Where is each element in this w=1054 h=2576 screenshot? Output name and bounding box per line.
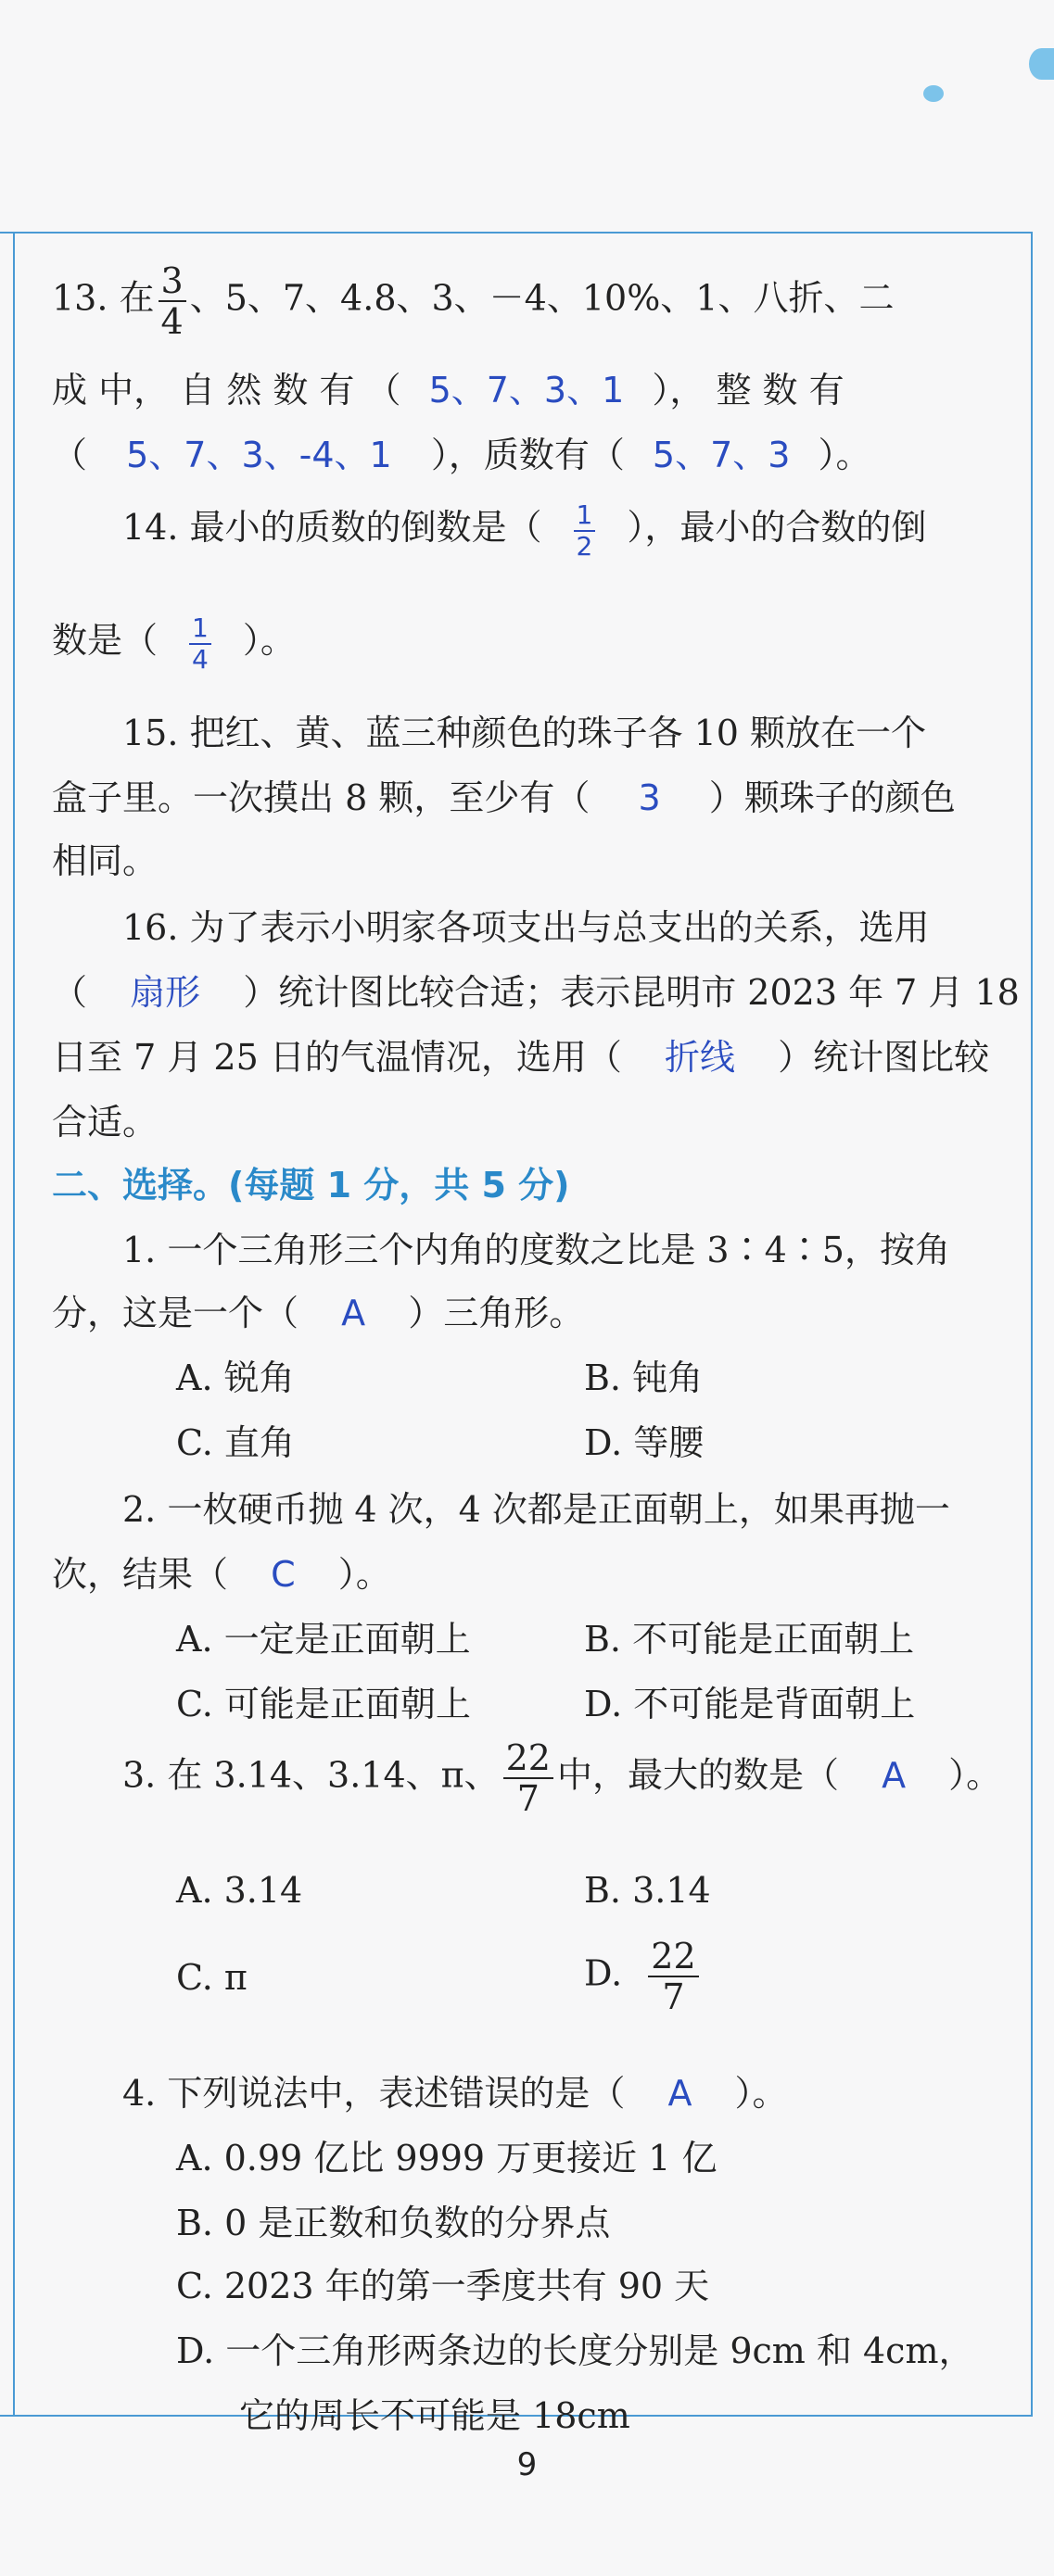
option-c: C. 直角 [176, 1422, 295, 1463]
q13-text: ），质数有（ [430, 435, 625, 475]
answer: 5、7、3 [652, 435, 791, 475]
answer: A [667, 2073, 692, 2114]
frac-den: 4 [160, 301, 184, 342]
q16-line4: 合适。 [52, 1102, 159, 1143]
frac-num: 1 [189, 615, 211, 645]
option-b: B. 不可能是正面朝上 [584, 1619, 915, 1660]
q14-text: 数是（ [52, 620, 159, 661]
frac-den: 7 [516, 1778, 540, 1819]
option-d: D. 等腰 [584, 1422, 705, 1463]
c4-line1 [122, 2065, 788, 2115]
q14-text: ），最小的合数的倒 [627, 507, 927, 548]
option-d [584, 1936, 703, 2017]
c1-line1: 1. 一个三角形三个内角的度数之比是 3∶4∶5，按角 [122, 1230, 950, 1270]
frac-num: 3 [159, 263, 186, 302]
option-d-continued: 它的周长不可能是 18cm [239, 2395, 630, 2436]
q15-line2 [52, 769, 956, 820]
c1-line2 [52, 1284, 584, 1335]
section-title: 二、选择。(每题 1 分，共 5 分) [52, 1165, 570, 1206]
c3-text: ）。 [948, 1754, 1002, 1796]
frac-den: 4 [192, 643, 209, 675]
frac-num: 1 [574, 502, 596, 532]
ink-blot [1029, 48, 1054, 80]
q16-text: （ [52, 972, 88, 1013]
page-content [0, 232, 1054, 2436]
q13-text: 、5、7、4.8、3、－4、10%、1、八折、二 [189, 277, 895, 319]
option-b: B. 3.14 [584, 1870, 711, 1911]
c2-line2 [52, 1546, 391, 1597]
c4-text: 4. 下列说法中，表述错误的是（ [122, 2073, 626, 2114]
frac-den: 2 [576, 530, 593, 562]
frac-den: 7 [662, 1976, 685, 2017]
option-c: C. 可能是正面朝上 [176, 1684, 471, 1724]
q16-text: ）统计图比较 [778, 1037, 990, 1078]
page-number: 9 [516, 2446, 538, 2483]
q15-line3: 相同。 [52, 840, 159, 881]
option-b: B. 钝角 [584, 1357, 704, 1398]
option-c: C. 2023 年的第一季度共有 90 天 [176, 2266, 710, 2306]
option-label: D. [584, 1952, 623, 1994]
answer [574, 499, 596, 562]
q16-text: 日至 7 月 25 日的气温情况，选用（ [52, 1037, 622, 1078]
c1-text: ）三角形。 [408, 1293, 585, 1333]
answer: 扇形 [130, 972, 201, 1013]
frac-num: 22 [503, 1740, 553, 1779]
c2-text: ）。 [337, 1554, 391, 1595]
option-c: C. π [176, 1957, 248, 1998]
q16-line3 [52, 1029, 989, 1080]
c1-text: 分，这是一个（ [52, 1293, 299, 1333]
option-d: D. 不可能是背面朝上 [584, 1684, 916, 1724]
q15-text: 盒子里。一次摸出 8 颗，至少有（ [52, 777, 590, 818]
option-a: A. 一定是正面朝上 [176, 1619, 471, 1660]
answer: 3 [638, 777, 661, 818]
answer [189, 612, 211, 675]
answer: A [882, 1754, 907, 1796]
c2-text: 次，结果（ [52, 1554, 229, 1595]
answer: 5、7、3、1 [428, 370, 625, 410]
frac-num: 22 [648, 1938, 698, 1977]
c3-line1 [122, 1737, 1002, 1819]
q13-text: 13. 在 [52, 277, 155, 319]
answer: 5、7、3、-4、1 [126, 435, 392, 475]
option-a: A. 0.99 亿比 9999 万更接近 1 亿 [176, 2138, 717, 2178]
c3-text: 3. 在 3.14、3.14、π、 [122, 1754, 500, 1796]
q14-text: ）。 [242, 620, 296, 661]
option-a: A. 锐角 [176, 1357, 295, 1398]
q13-text: 成 中， 自 然 数 有 （ [52, 370, 401, 410]
fraction [503, 1737, 553, 1819]
q13-text: ）， 整 数 有 [652, 370, 844, 410]
q13-line1 [52, 260, 895, 342]
q13-line2 [52, 361, 844, 412]
q13-line3 [52, 426, 871, 477]
q16-line1: 16. 为了表示小明家各项支出与总支出的关系，选用 [122, 907, 930, 948]
answer: C [271, 1554, 296, 1595]
answer: 折线 [664, 1037, 735, 1078]
c2-line1: 2. 一枚硬币抛 4 次，4 次都是正面朝上，如果再抛一 [122, 1489, 950, 1530]
answer: A [341, 1293, 366, 1333]
fraction [159, 260, 186, 342]
ink-blot [923, 85, 944, 102]
fraction [648, 1936, 698, 2017]
option-d: D. 一个三角形两条边的长度分别是 9cm 和 4cm， [176, 2330, 974, 2371]
q14-line1 [122, 499, 926, 560]
c4-text: ）。 [734, 2073, 788, 2114]
option-b: B. 0 是正数和负数的分界点 [176, 2203, 611, 2243]
q14-line2 [52, 612, 296, 673]
q15-line1: 15. 把红、黄、蓝三种颜色的珠子各 10 颗放在一个 [122, 713, 927, 753]
q13-text: （ [52, 435, 88, 475]
q13-text: ）。 [818, 435, 871, 475]
option-a: A. 3.14 [176, 1870, 303, 1911]
q14-text: 14. 最小的质数的倒数是（ [122, 507, 542, 548]
q15-text: ）颗珠子的颜色 [708, 777, 956, 818]
q16-text: ）统计图比较合适；表示昆明市 2023 年 7 月 18 [243, 972, 1020, 1013]
c3-text: 中，最大的数是（ [556, 1754, 839, 1796]
q16-line2 [52, 964, 1020, 1015]
